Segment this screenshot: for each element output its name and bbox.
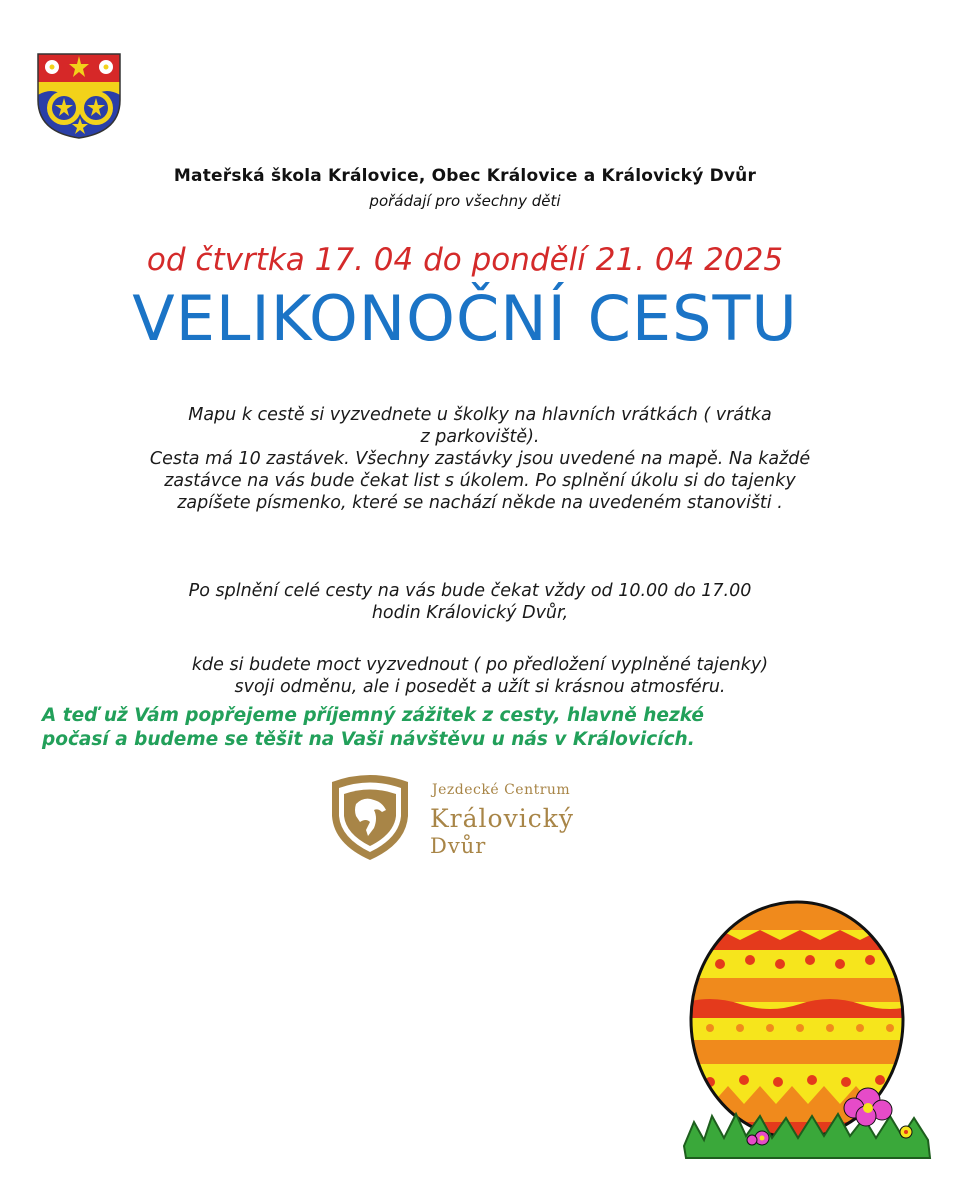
closing-line: A teď už Vám popřejeme příjemný zážitek z cesty, hlavně hezké bbox=[42, 705, 704, 726]
main-title: VELIKONOČNÍ CESTU bbox=[132, 282, 798, 355]
reward-info-paragraph bbox=[40, 654, 920, 698]
date-range: od čtvrtka 17. 04 do pondělí 21. 04 2025 bbox=[146, 242, 784, 278]
map-info-line: z parkoviště). bbox=[420, 427, 540, 447]
map-info-line: zapíšete písmenko, které se nachází někde na uvedeném stanovišti . bbox=[177, 493, 783, 513]
reward-info-line: svoji odměnu, ale i posedět a užít si krásnou atmosféru. bbox=[234, 677, 726, 697]
reward-info-line: kde si budete moct vyzvednout ( po předložení vyplněné tajenky) bbox=[191, 655, 769, 675]
riding-center-logo bbox=[326, 772, 626, 868]
finish-info-line: hodin Královický Dvůr, bbox=[371, 603, 569, 623]
map-info-line: Mapu k cestě si vyzvednete u školky na hlavních vrátkách ( vrátka bbox=[188, 405, 772, 425]
map-info-line: Cesta má 10 zastávek. Všechny zastávky jsou uvedené na mapě. Na každé bbox=[149, 449, 811, 469]
logo-text-name: Královický bbox=[430, 804, 574, 833]
easter-egg-icon bbox=[680, 900, 934, 1162]
municipal-crest-icon bbox=[36, 52, 122, 140]
logo-text-dvur: Dvůr bbox=[430, 834, 487, 858]
finish-info-line: Po splnění celé cesty na vás bude čekat vždy od 10.00 do 17.00 bbox=[188, 581, 752, 601]
closing-line: počasí a budeme se těšit na Vaši návštěvu u nás v Královicích. bbox=[42, 729, 695, 750]
organizers-heading: Mateřská škola Královice, Obec Královice a Královický Dvůr bbox=[173, 166, 757, 186]
closing-wish bbox=[42, 704, 902, 752]
map-info-line: zastávce na vás bude čekat list s úkolem. Po splnění úkolu si do tajenky bbox=[164, 471, 796, 491]
logo-text-centre: Jezdecké Centrum bbox=[432, 782, 571, 798]
map-info-paragraph bbox=[40, 404, 920, 514]
horse-shield-icon bbox=[326, 772, 414, 862]
finish-info-paragraph bbox=[40, 580, 900, 624]
subtitle: pořádají pro všechny děti bbox=[369, 192, 561, 210]
